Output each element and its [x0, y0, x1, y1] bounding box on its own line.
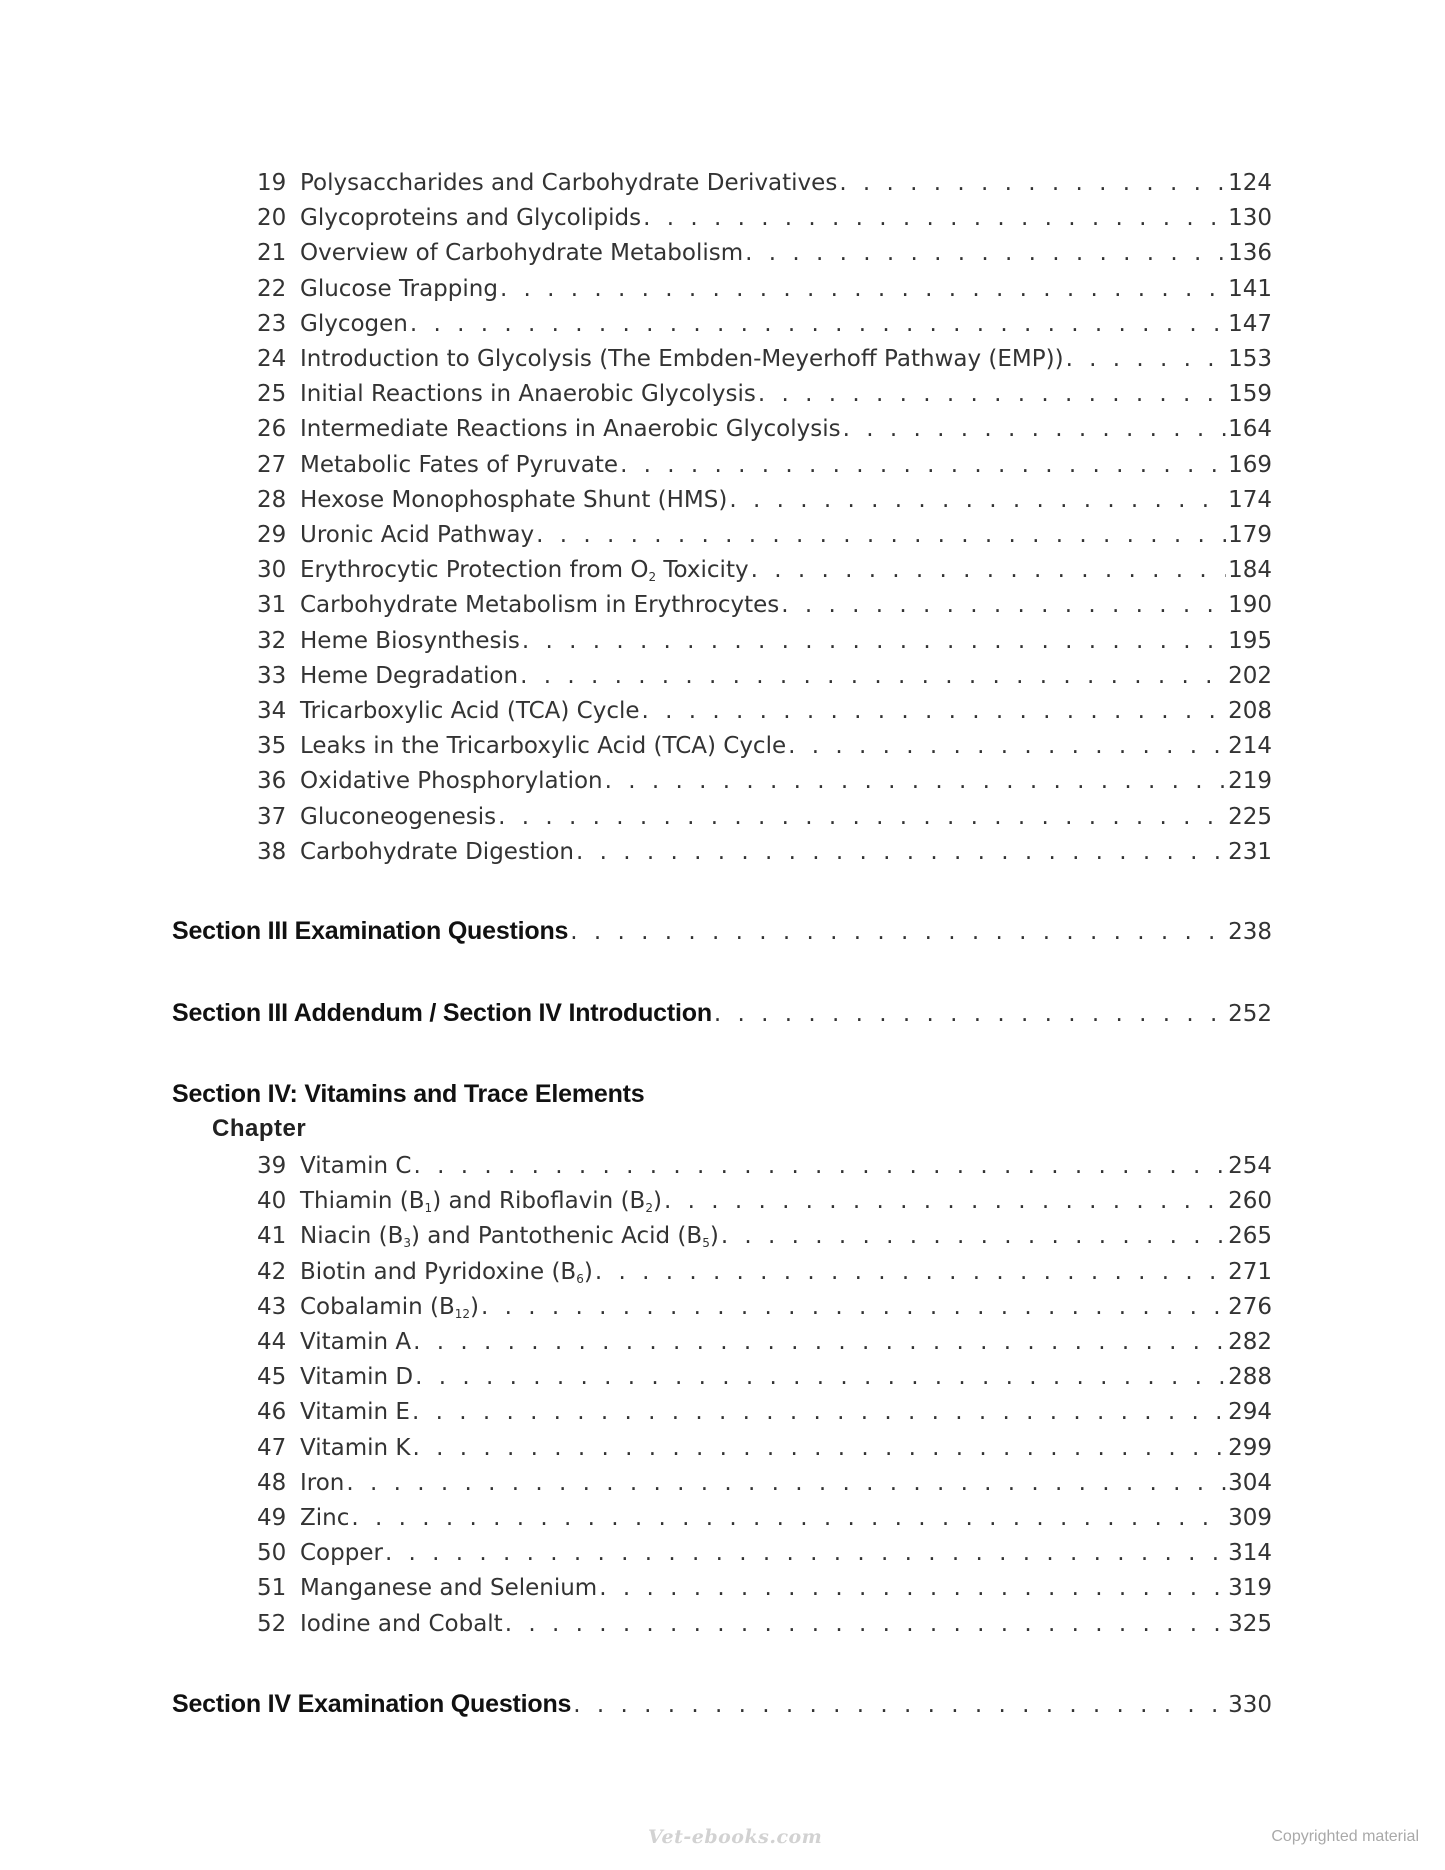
chapter-number: 20 — [257, 205, 287, 232]
page-number: 282 — [1228, 1329, 1272, 1355]
dot-leader — [605, 768, 1226, 794]
dot-leader — [595, 1259, 1226, 1285]
chapter-number: 32 — [257, 627, 287, 654]
chapter-title — [300, 557, 749, 583]
page-number: 288 — [1228, 1364, 1272, 1391]
chapter-number: 39 — [257, 1153, 287, 1179]
chapter-title — [300, 1188, 662, 1214]
toc-entry — [257, 346, 1272, 381]
page-number: 231 — [1228, 838, 1272, 865]
page-number: 276 — [1228, 1293, 1272, 1320]
entry-page: 330 — [1228, 1692, 1272, 1718]
dot-leader — [729, 487, 1226, 513]
toc-entry — [257, 1153, 1272, 1188]
chapter-title — [300, 839, 574, 865]
toc-entry — [257, 1611, 1272, 1646]
chapter-title — [300, 416, 841, 442]
toc-entry — [257, 381, 1272, 416]
toc-entry — [257, 311, 1272, 346]
chapter-number: 44 — [257, 1329, 287, 1355]
dot-leader — [410, 311, 1226, 337]
title-text: Polysaccharides and Carbohydrate Derivatives — [300, 170, 838, 196]
toc-entry — [257, 487, 1272, 522]
page-number: 202 — [1228, 662, 1272, 689]
chapter-title — [300, 663, 518, 689]
entry-title: Section III Addendum / Section IV Introduction — [172, 999, 712, 1027]
chapter-title — [300, 1153, 411, 1179]
chapter-title — [300, 1470, 344, 1496]
title-text: Heme Degradation — [300, 662, 519, 689]
toc-entry — [257, 1259, 1272, 1294]
page-number: 299 — [1228, 1434, 1272, 1461]
dot-leader — [642, 698, 1227, 724]
page-number: 225 — [1228, 803, 1272, 830]
page-number: 141 — [1228, 275, 1272, 302]
title-text: Carbohydrate Digestion — [300, 838, 574, 865]
page-number: 319 — [1228, 1575, 1272, 1602]
title-text: Gluconeogenesis — [300, 803, 497, 830]
title-text: Vitamin C — [300, 1153, 412, 1179]
page-number: 265 — [1228, 1223, 1272, 1250]
chapter-number: 41 — [257, 1223, 287, 1250]
page-number: 309 — [1228, 1505, 1272, 1531]
dot-leader — [751, 557, 1227, 583]
title-text: Leaks in the Tricarboxylic Acid (TCA) Cycle — [300, 733, 787, 760]
chapter-title — [300, 1364, 413, 1390]
title-text: Tricarboxylic Acid (TCA) Cycle — [300, 698, 640, 724]
chapter-number: 31 — [257, 592, 287, 619]
chapter-title — [300, 346, 1064, 372]
chapter-title — [300, 1575, 597, 1601]
title-text: Initial Reactions in Anaerobic Glycolysis — [300, 381, 756, 408]
title-text: Cobalamin (B — [300, 1293, 455, 1320]
title-text: Intermediate Reactions in Anaerobic Glycolysis — [300, 416, 841, 443]
page-number: 260 — [1228, 1188, 1272, 1215]
title-text: Vitamin E — [300, 1399, 410, 1426]
title-text: Manganese and Selenium — [300, 1575, 598, 1602]
chapter-title — [300, 240, 743, 266]
dot-leader — [758, 381, 1226, 407]
title-text: Overview of Carbohydrate Metabolism — [300, 240, 744, 267]
chapter-title — [300, 276, 498, 302]
chapter-title — [300, 628, 520, 654]
chapter-title — [300, 522, 534, 548]
dot-leader — [346, 1470, 1226, 1496]
toc-entry — [257, 416, 1272, 451]
dot-leader — [351, 1505, 1226, 1531]
toc-entry — [257, 663, 1272, 698]
title-text: Vitamin D — [300, 1364, 414, 1391]
chapter-title — [300, 592, 779, 618]
dot-leader — [505, 1611, 1226, 1637]
dot-leader — [788, 733, 1226, 759]
chapter-number: 37 — [257, 803, 287, 830]
toc-entry — [257, 698, 1272, 733]
dot-leader — [413, 1435, 1227, 1461]
chapter-number: 49 — [257, 1505, 287, 1531]
toc-entry — [257, 240, 1272, 275]
section-iii-exam-entry — [172, 917, 1272, 953]
chapter-number: 38 — [257, 838, 287, 865]
title-text: Glucose Trapping — [300, 275, 498, 302]
title-text: ) and Riboflavin (B — [432, 1188, 646, 1215]
page-number: 164 — [1228, 416, 1272, 443]
page-number: 314 — [1228, 1540, 1272, 1567]
chapter-number: 35 — [257, 733, 287, 760]
section-iv-exam-entry — [172, 1690, 1272, 1726]
dot-leader — [643, 205, 1226, 231]
page-number: 214 — [1228, 733, 1272, 760]
chapter-number: 28 — [257, 486, 287, 513]
title-text: Erythrocytic Protection from O — [300, 557, 649, 584]
dot-leader — [498, 804, 1226, 830]
chapter-number: 52 — [257, 1610, 287, 1637]
chapter-title — [300, 1329, 411, 1355]
title-text: Glycogen — [300, 310, 408, 337]
dot-leader — [385, 1540, 1226, 1566]
page-number: 271 — [1228, 1258, 1272, 1285]
page-number: 184 — [1228, 557, 1272, 584]
title-text: Introduction to Glycolysis (The Embden-Meyerhoff Pathway (EMP)) — [300, 346, 1064, 372]
toc-entry — [257, 1294, 1272, 1329]
toc-entry — [257, 205, 1272, 240]
title-text: Uronic Acid Pathway — [300, 522, 535, 548]
chapter-number: 19 — [257, 170, 287, 196]
subscript: 12 — [454, 1306, 471, 1321]
chapter-title — [300, 1435, 411, 1461]
subscript: 6 — [576, 1271, 584, 1286]
dot-leader — [536, 522, 1226, 548]
title-text: Iodine and Cobalt — [300, 1610, 503, 1637]
title-text: Glycoproteins and Glycolipids — [300, 205, 642, 232]
subscript: 3 — [403, 1236, 412, 1251]
copyright-notice: Copyrighted material — [1271, 1828, 1419, 1845]
page-number: 124 — [1228, 170, 1272, 196]
page-number: 190 — [1228, 592, 1272, 619]
chapter-number: 50 — [257, 1540, 287, 1567]
dot-leader — [599, 1575, 1226, 1601]
toc-entry — [257, 1399, 1272, 1434]
dot-leader — [573, 1692, 1226, 1718]
dot-leader — [1066, 346, 1227, 372]
watermark-logo: Vet-ebooks.com — [648, 1826, 823, 1848]
chapter-number: 42 — [257, 1258, 287, 1285]
toc-entry — [257, 1575, 1272, 1610]
chapter-number: 51 — [257, 1575, 287, 1602]
chapter-number: 23 — [257, 310, 287, 337]
chapter-number: 46 — [257, 1399, 287, 1426]
toc-entry — [257, 768, 1272, 803]
toc-entry — [257, 592, 1272, 627]
chapter-number: 26 — [257, 416, 287, 443]
dot-leader — [620, 452, 1226, 478]
toc-entry — [257, 1223, 1272, 1258]
chapter-title — [300, 311, 408, 337]
title-text: Hexose Monophosphate Shunt (HMS) — [300, 486, 728, 513]
toc-entry — [257, 1364, 1272, 1399]
toc-entry — [257, 1540, 1272, 1575]
page-number: 179 — [1228, 522, 1272, 548]
dot-leader — [413, 1329, 1226, 1355]
chapter-title — [300, 768, 603, 794]
chapter-title — [300, 1223, 719, 1249]
title-text: Heme Biosynthesis — [300, 627, 520, 654]
title-text: Vitamin K — [300, 1434, 411, 1461]
chapter-title — [300, 1294, 479, 1320]
title-text: Carbohydrate Metabolism in Erythrocytes — [300, 592, 780, 619]
chapter-title — [300, 205, 641, 231]
chapter-number: 45 — [257, 1364, 287, 1391]
dot-leader — [714, 1001, 1226, 1027]
dot-leader — [570, 919, 1226, 945]
chapter-number: 40 — [257, 1188, 287, 1215]
toc-entry — [257, 1329, 1272, 1364]
title-text: Iron — [300, 1469, 345, 1496]
chapter-number: 33 — [257, 662, 287, 689]
title-text: Vitamin A — [300, 1329, 412, 1355]
toc-entry — [257, 522, 1272, 557]
title-text: Metabolic Fates of Pyruvate — [300, 451, 619, 478]
subscript: 5 — [702, 1236, 710, 1251]
chapter-number: 27 — [257, 451, 287, 478]
title-text: ) — [470, 1293, 480, 1320]
dot-leader — [839, 170, 1226, 196]
toc-entry — [257, 276, 1272, 311]
toc-entry — [257, 733, 1272, 768]
page-number: 195 — [1228, 627, 1272, 654]
dot-leader — [412, 1399, 1226, 1425]
chapter-number: 29 — [257, 522, 287, 548]
chapter-title — [300, 1505, 349, 1531]
dot-leader — [415, 1364, 1226, 1390]
chapter-title — [300, 381, 756, 407]
toc-entry — [257, 1505, 1272, 1540]
page-number: 219 — [1228, 768, 1272, 795]
chapter-number: 25 — [257, 381, 287, 408]
chapter-number: 36 — [257, 768, 287, 795]
title-text: Thiamin (B — [300, 1188, 425, 1215]
title-text: Niacin (B — [300, 1223, 404, 1250]
dot-leader — [576, 839, 1226, 865]
title-text: ) — [652, 1188, 662, 1215]
page-number: 254 — [1228, 1153, 1272, 1179]
chapter-number: 22 — [257, 275, 287, 302]
toc-entry — [257, 1470, 1272, 1505]
dot-leader — [721, 1223, 1226, 1249]
chapter-number: 47 — [257, 1434, 287, 1461]
entry-title: Section III Examination Questions — [172, 917, 569, 945]
page-number: 294 — [1228, 1399, 1272, 1426]
subscript: 2 — [648, 570, 657, 585]
toc-entry — [257, 628, 1272, 663]
title-text: Copper — [300, 1540, 383, 1567]
dot-leader — [481, 1294, 1226, 1320]
toc-entry — [257, 557, 1272, 592]
page-number: 208 — [1228, 698, 1272, 724]
subscript: 2 — [645, 1201, 653, 1216]
toc-entry — [257, 804, 1272, 839]
chapter-column-label: Chapter — [212, 1115, 307, 1142]
title-text: Biotin and Pyridoxine (B — [300, 1258, 577, 1285]
page-number: 159 — [1228, 381, 1272, 408]
dot-leader — [745, 240, 1226, 266]
dot-leader — [500, 276, 1226, 302]
chapter-number: 30 — [257, 557, 287, 584]
toc-entry — [257, 170, 1272, 205]
page-number: 130 — [1228, 205, 1272, 232]
dot-leader — [413, 1153, 1226, 1179]
title-text: Zinc — [300, 1505, 350, 1531]
title-text: Oxidative Phosphorylation — [300, 768, 603, 795]
toc-entry — [257, 1188, 1272, 1223]
chapter-title — [300, 170, 837, 196]
entry-page: 238 — [1228, 919, 1272, 945]
chapter-title — [300, 804, 496, 830]
page-number: 174 — [1228, 486, 1272, 513]
page-number: 169 — [1228, 451, 1272, 478]
title-text: ) — [709, 1223, 719, 1250]
chapter-number: 48 — [257, 1469, 287, 1496]
dot-leader — [520, 663, 1226, 689]
section-iii-addendum-entry — [172, 999, 1272, 1035]
chapter-number: 34 — [257, 698, 287, 724]
entry-title: Section IV Examination Questions — [172, 1690, 572, 1718]
chapter-title — [300, 487, 727, 513]
chapter-title — [300, 1540, 383, 1566]
page-number: 147 — [1228, 310, 1272, 337]
chapter-number: 43 — [257, 1293, 287, 1320]
title-text: Toxicity — [656, 557, 749, 584]
chapter-number: 24 — [257, 346, 287, 372]
title-text: ) and Pantothenic Acid (B — [411, 1223, 703, 1250]
section-iv-heading: Section IV: Vitamins and Trace Elements — [172, 1080, 645, 1108]
dot-leader — [781, 592, 1226, 618]
page-number: 325 — [1228, 1610, 1272, 1637]
chapter-title — [300, 733, 786, 759]
chapter-title — [300, 698, 640, 724]
dot-leader — [843, 416, 1227, 442]
chapter-title — [300, 1399, 410, 1425]
dot-leader — [522, 628, 1226, 654]
chapter-number: 21 — [257, 240, 287, 267]
chapter-title — [300, 1259, 593, 1285]
page-number: 136 — [1228, 240, 1272, 267]
toc-entry — [257, 452, 1272, 487]
toc-entry — [257, 839, 1272, 874]
title-text: ) — [583, 1258, 593, 1285]
page-number: 153 — [1228, 346, 1272, 372]
page-number: 304 — [1228, 1469, 1272, 1496]
subscript: 1 — [424, 1201, 433, 1216]
dot-leader — [664, 1188, 1226, 1214]
chapter-title — [300, 452, 618, 478]
toc-entry — [257, 1435, 1272, 1470]
chapter-title — [300, 1611, 503, 1637]
entry-page: 252 — [1228, 1001, 1272, 1027]
